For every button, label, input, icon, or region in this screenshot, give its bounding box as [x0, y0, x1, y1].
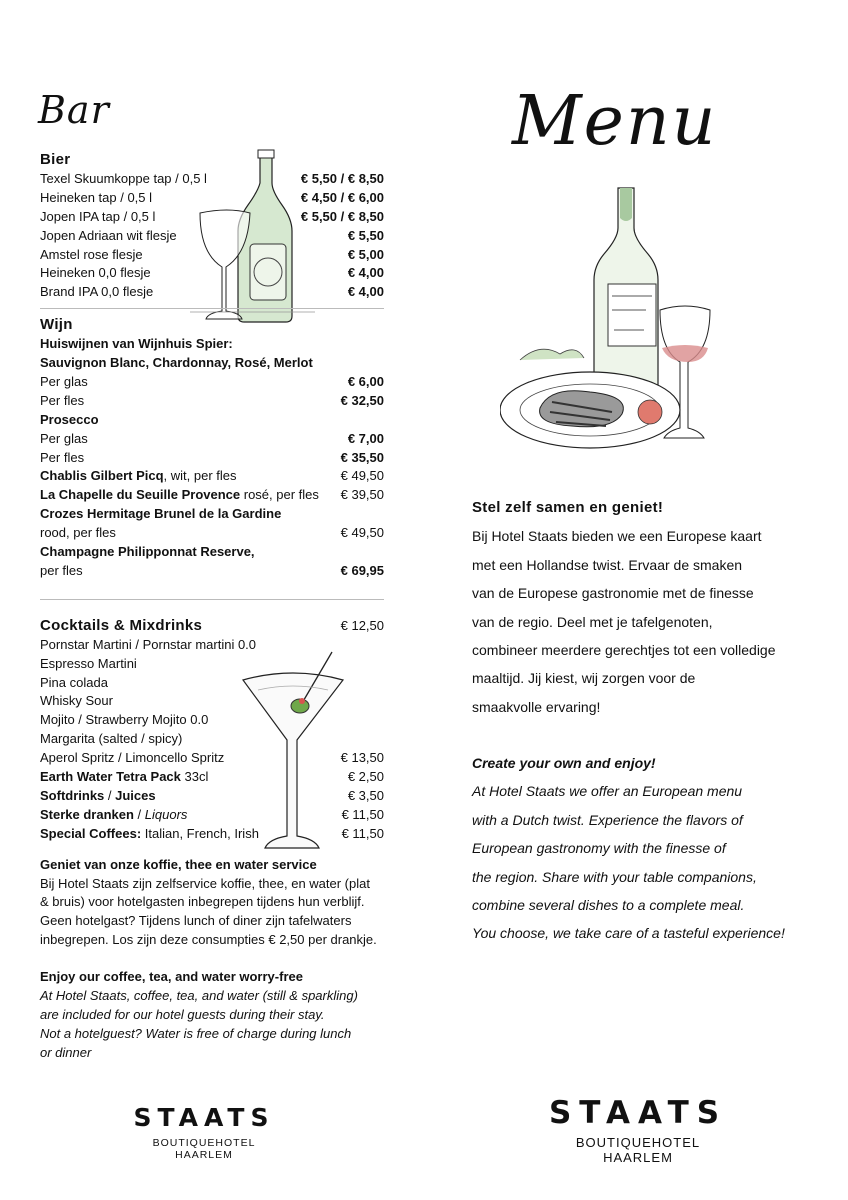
list-item: [40, 467, 384, 486]
coffee-nl-line: & bruis) voor hotelgasten inbegrepen tijdens hun verblijf.: [40, 894, 365, 910]
bier-title: Bier: [40, 151, 71, 168]
intro-nl-line: met een Hollandse twist. Ervaar de smaken: [472, 556, 743, 573]
item-detail: , wit, per fles: [163, 468, 237, 484]
intro-en-section: [472, 749, 812, 948]
martini-glass-illustration: [238, 650, 348, 860]
item-price: € 4,00: [347, 284, 384, 300]
divider: [40, 599, 384, 600]
item-price: € 4,00: [347, 265, 384, 281]
item-name: Jopen Adriaan wit flesje: [40, 227, 177, 243]
item-name: Amstel rose flesje: [40, 246, 143, 262]
item-name: Per fles: [40, 449, 85, 465]
item-name: Per glas: [40, 430, 88, 446]
item-name: Sterke dranken: [40, 806, 134, 822]
intro-nl-line: Bij Hotel Staats bieden we een Europese kaart: [472, 528, 762, 545]
item-name: Brand IPA 0,0 flesje: [40, 284, 154, 300]
item-price: € 69,95: [340, 562, 384, 578]
bar-title: Bar: [38, 88, 110, 132]
item-price: € 13,50: [340, 750, 384, 766]
coffee-nl-line: Bij Hotel Staats zijn zelfservice koffie, thee, en water (plat: [40, 875, 370, 891]
item-price: € 39,50: [340, 487, 384, 503]
wine-plate-illustration: [500, 180, 725, 470]
list-item: [40, 524, 384, 543]
item-price: € 4,50 / € 6,00: [300, 189, 384, 205]
item-name: Jopen IPA tap / 0,5 l: [40, 208, 156, 224]
champagne-name: Champagne Philipponnat Reserve,: [40, 544, 255, 560]
list-item: [40, 283, 384, 302]
list-item: [40, 373, 384, 392]
coffee-nl-line: Geen hotelgast? Tijdens lunch of diner zijn tafelwaters: [40, 913, 352, 929]
item-name: Softdrinks: [40, 787, 105, 803]
item-detail: per fles: [40, 562, 83, 578]
cocktails-title: Cocktails & Mixdrinks: [40, 616, 203, 634]
intro-nl-title: Stel zelf samen en geniet!: [472, 499, 664, 516]
item-price: € 5,50 / € 8,50: [300, 208, 384, 224]
item-detail: Liquors: [144, 806, 188, 822]
intro-nl-line: van de Europese gastronomie met de finesse: [472, 585, 754, 602]
intro-nl-line: combineer meerdere gerechtjes tot een volledige: [472, 642, 776, 659]
item-detail: rood, per fles: [40, 525, 116, 541]
list-item: [40, 449, 384, 468]
item-price: € 5,00: [347, 246, 384, 262]
intro-en-line: At Hotel Staats we offer an European menu: [472, 783, 743, 800]
coffee-en-line: At Hotel Staats, coffee, tea, and water (still & sparkling): [40, 988, 358, 1004]
list-item: Margarita (salted / spicy): [40, 731, 183, 747]
bier-list: [40, 170, 384, 302]
intro-nl-section: [472, 494, 812, 721]
list-item: [40, 430, 384, 449]
house-wine-line1: Huiswijnen van Wijnhuis Spier:: [40, 336, 233, 352]
prosecco-heading: Prosecco: [40, 411, 99, 427]
wijn-title: Wijn: [40, 316, 73, 334]
list-item: Whisky Sour: [40, 693, 113, 709]
coffee-en-line: Not a hotelguest? Water is free of charge during lunch: [40, 1025, 352, 1041]
item-price: € 49,50: [340, 525, 384, 541]
list-item: [40, 562, 384, 581]
intro-en-line: European gastronomy with the finesse of: [472, 840, 726, 857]
list-item: [40, 486, 384, 505]
divider: [40, 308, 384, 309]
staats-logo-left: [128, 1104, 280, 1161]
item-price: € 2,50: [347, 769, 384, 785]
intro-en-line: with a Dutch twist. Experience the flavors of: [472, 811, 743, 828]
list-item: Pornstar Martini / Pornstar martini 0.0: [40, 636, 257, 652]
list-item: Espresso Martini: [40, 655, 137, 671]
item-name: Heineken tap / 0,5 l: [40, 189, 153, 205]
intro-en-line: the region. Share with your table companions,: [472, 868, 757, 885]
logo-subtitle: BOUTIQUEHOTEL HAARLEM: [152, 1137, 256, 1161]
item-detail: rosé, per fles: [240, 487, 319, 503]
cocktails-heading: [40, 616, 384, 636]
bar-menu-column: [40, 150, 384, 1063]
coffee-nl-line: inbegrepen. Los zijn deze consumpties € 2,50 per drankje.: [40, 932, 377, 948]
list-item: [40, 264, 384, 283]
list-item: [40, 189, 384, 208]
item-price: € 5,50: [347, 227, 384, 243]
item-name: Texel Skuumkoppe tap / 0,5 l: [40, 171, 207, 186]
item-price: € 7,00: [347, 430, 384, 446]
intro-en-line: combine several dishes to a complete meal.: [472, 897, 745, 914]
item-name: Juices: [115, 787, 156, 803]
item-price: € 5,50 / € 8,50: [300, 171, 384, 186]
item-price: € 49,50: [340, 468, 384, 484]
item-name: Per glas: [40, 374, 88, 390]
coffee-en-line: are included for our hotel guests during their stay.: [40, 1006, 325, 1022]
cocktails-price: € 12,50: [340, 617, 384, 633]
item-name: Aperol Spritz / Limoncello Spritz: [40, 750, 225, 766]
item-price: € 11,50: [341, 825, 384, 841]
item-name: Special Coffees:: [40, 825, 142, 841]
item-separator: /: [133, 806, 145, 822]
item-separator: /: [104, 787, 116, 803]
crozes-name: Crozes Hermitage Brunel de la Gardine: [40, 506, 282, 522]
list-item: [40, 170, 384, 189]
coffee-en-title: Enjoy our coffee, tea, and water worry-free: [40, 969, 303, 985]
item-name: Chablis Gilbert Picq: [40, 468, 164, 484]
menu-title: Menu: [512, 82, 718, 161]
item-detail: Italian, French, Irish: [141, 825, 259, 841]
intro-nl-line: maaltijd. Jij kiest, wij zorgen voor de: [472, 670, 696, 687]
coffee-nl-title: Geniet van onze koffie, thee en water service: [40, 856, 317, 872]
item-name: Heineken 0,0 flesje: [40, 265, 151, 281]
logo-mark: STAATS: [548, 1095, 728, 1131]
intro-en-title: Create your own and enjoy!: [472, 755, 656, 771]
item-price: € 35,50: [340, 449, 384, 465]
item-detail: 33cl: [180, 769, 209, 785]
list-item: [40, 227, 384, 246]
item-name: La Chapelle du Seuille Provence: [40, 487, 241, 503]
coffee-en-line: or dinner: [40, 1044, 92, 1060]
list-item: [40, 246, 384, 265]
logo-mark: STAATS: [133, 1103, 275, 1132]
list-item: [40, 208, 384, 227]
item-name: Per fles: [40, 392, 85, 408]
list-item: Mojito / Strawberry Mojito 0.0: [40, 712, 209, 728]
item-price: € 6,00: [347, 374, 384, 390]
item-price: € 11,50: [341, 806, 384, 822]
item-price: € 32,50: [340, 392, 384, 408]
item-name: Earth Water Tetra Pack: [40, 769, 181, 785]
intro-nl-line: smaakvolle ervaring!: [472, 698, 601, 715]
item-price: € 3,50: [347, 787, 384, 803]
house-wine-line2: Sauvignon Blanc, Chardonnay, Rosé, Merlot: [40, 355, 313, 371]
intro-nl-line: van de regio. Deel met je tafelgenoten,: [472, 613, 713, 630]
logo-subtitle: BOUTIQUEHOTEL HAARLEM: [575, 1135, 701, 1165]
intro-en-line: You choose, we take care of a tasteful experience!: [472, 925, 785, 942]
staats-logo-right: [540, 1096, 736, 1165]
list-item: Pina colada: [40, 674, 108, 690]
list-item: [40, 392, 384, 411]
